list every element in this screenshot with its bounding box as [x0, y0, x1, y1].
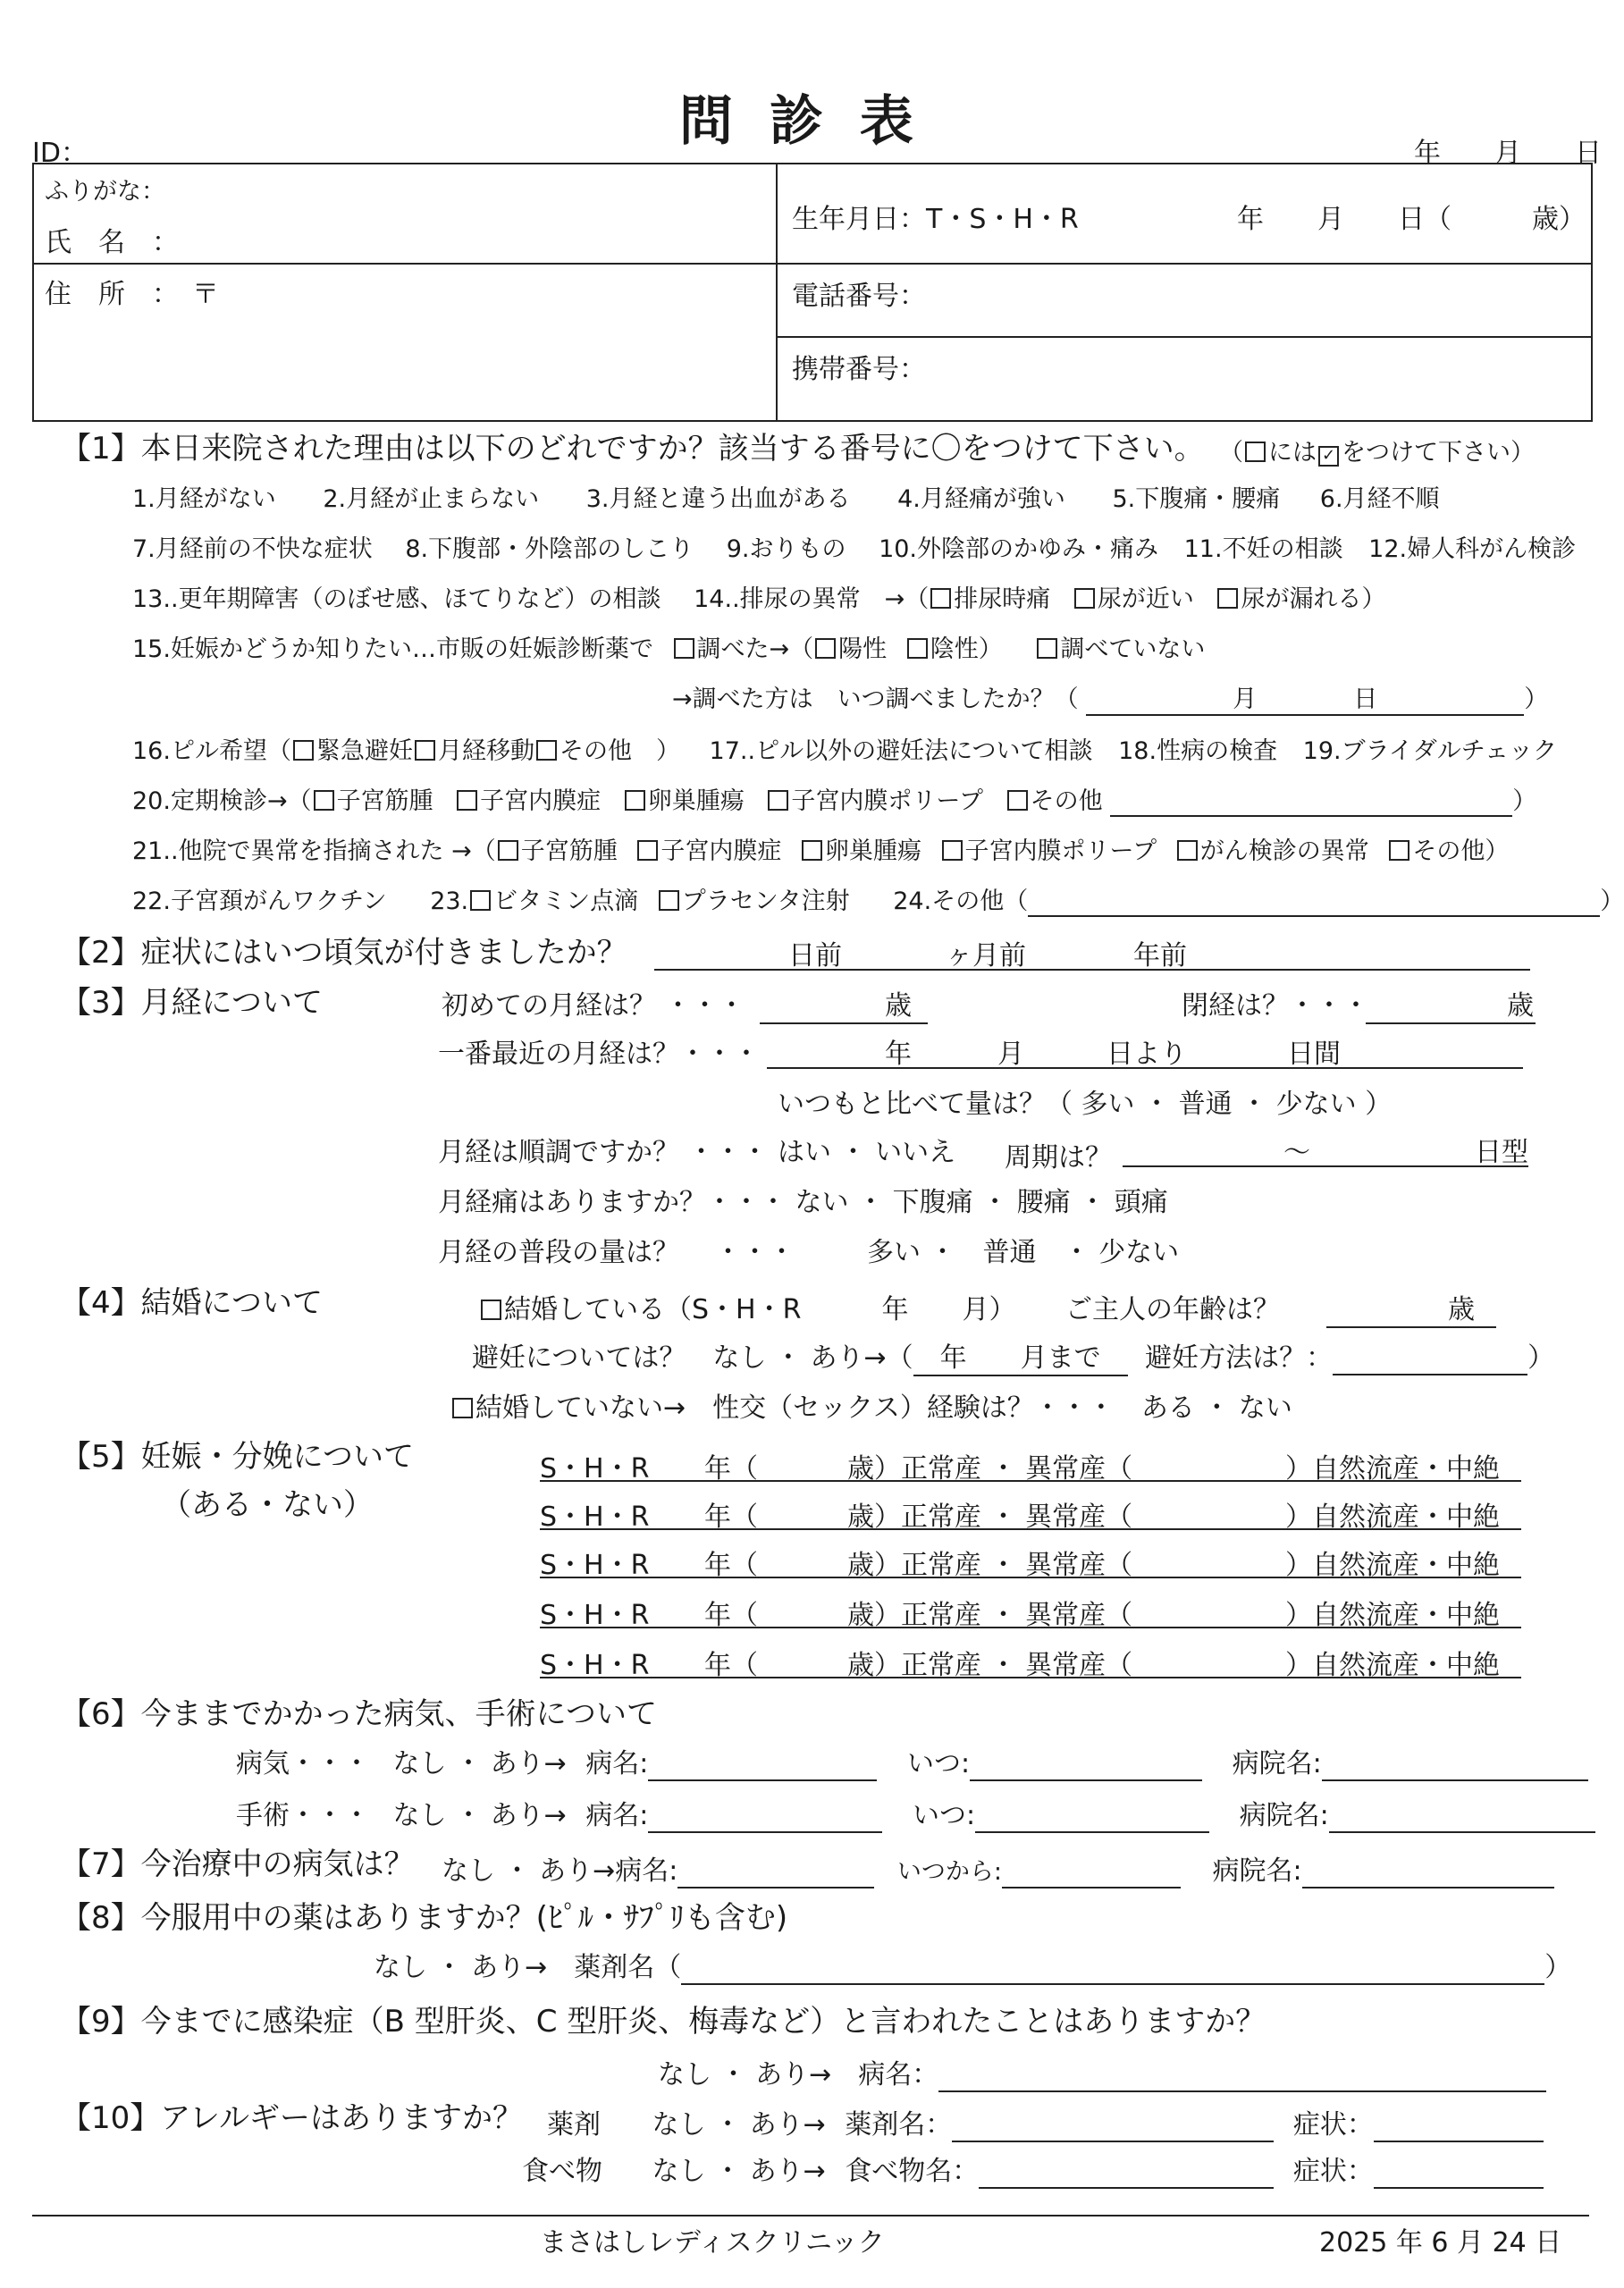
- q9-title: 【9】今までに感染症（B 型肝炎、C 型肝炎、梅毒など）と言われたことはありますか？: [61, 2004, 1266, 2040]
- q10-title: 【10】アレルギーはありますか？: [61, 2100, 524, 2136]
- date-label: 年 月 日: [1414, 138, 1602, 169]
- current-hospital-field[interactable]: [1302, 1855, 1554, 1888]
- checkbox-icon[interactable]: [930, 588, 951, 609]
- option-9[interactable]: 9.おりもの: [726, 535, 846, 563]
- option-1[interactable]: 1.月経がない: [132, 485, 276, 513]
- pregnancy-row-label: ）自然流産・中絶: [1285, 1453, 1500, 1485]
- husband-age-field[interactable]: 歳: [1326, 1287, 1496, 1328]
- other-field[interactable]: [1110, 787, 1512, 817]
- q2-title: 【2】症状にはいつ頃気が付きましたか？: [61, 935, 627, 971]
- surgery-name-field[interactable]: [648, 1800, 882, 1833]
- q3-regular-answer[interactable]: はい ・ いいえ: [778, 1137, 956, 1168]
- infection-name-field[interactable]: [938, 2059, 1546, 2092]
- surgery-when-field[interactable]: [975, 1800, 1209, 1833]
- checkbox-icon[interactable]: [907, 638, 928, 659]
- pregnancy-row-label: 歳）正常産 ・ 異常産（: [847, 1502, 1133, 1533]
- pregnancy-row-label: ）自然流産・中絶: [1285, 1600, 1500, 1631]
- q10-food-row: 食べ物 なし ・ あり→ 食べ物名： 症状：: [522, 2149, 1544, 2189]
- form-title: 問 診 表: [679, 90, 922, 153]
- medication-field[interactable]: [681, 1952, 1544, 1985]
- q1-line6: 16.ピル希望（ 緊急避妊 月経移動 その他 ） 17..ピル以外の避妊法について相談 18.性病の検査 19.ブライダルチェック: [132, 737, 1557, 765]
- q4-husband: ご主人の年齢は？: [1065, 1294, 1280, 1325]
- q1-line3: 13..更年期障害（のぼせ感、ほてりなど）の相談 14..排尿の異常 →（ 排尿時痛 尿が近い 尿が漏れる）: [132, 585, 1386, 613]
- pregnancy-row-label: S・H・R: [540, 1600, 650, 1631]
- first-age-field[interactable]: 歳: [760, 983, 928, 1024]
- pregnancy-row-label: 年（: [704, 1550, 758, 1581]
- q3-usual: 月経の普段の量は？ ・・・: [438, 1237, 795, 1268]
- illness-when-field[interactable]: [970, 1748, 1202, 1781]
- pregnancy-row-label: 歳）正常産 ・ 異常産（: [847, 1600, 1133, 1631]
- food-allergy-name-field[interactable]: [979, 2156, 1274, 2189]
- checkbox-icon[interactable]: [942, 840, 963, 861]
- checkbox-icon[interactable]: [802, 840, 822, 861]
- address-field[interactable]: 住 所 ： 〒: [45, 279, 219, 310]
- pregnancy-row[interactable]: [540, 1543, 1521, 1581]
- option-2[interactable]: 2.月経が止まらない: [323, 485, 540, 513]
- q4-title: 【4】結婚について: [61, 1285, 323, 1321]
- q4-unmarried: 結婚していない→ 性交（セックス）経験は？・・・ ある ・ ない: [450, 1385, 1292, 1425]
- checkbox-icon[interactable]: [415, 740, 435, 761]
- latest-period-field[interactable]: 年 月 日より 日間: [767, 1031, 1523, 1069]
- q1-title: 【1】本日来院された理由は以下のどれですか？該当する番号に〇をつけて下さい。: [61, 431, 1205, 467]
- q1-line8: 21..他院で異常を指摘された →（ 子宮筋腫 子宮内膜症 卵巣腫瘍 子宮内膜ポリープ がん検診の異常 その他）: [132, 837, 1510, 865]
- checkbox-icon[interactable]: [457, 790, 477, 811]
- q9-row: [658, 2052, 1546, 2092]
- q6-illness-row: 病気・・・ なし ・ あり→ 病名: いつ: 病院名:: [236, 1741, 1588, 1781]
- checkbox-icon[interactable]: [637, 840, 658, 861]
- option-6[interactable]: 6.月経不順: [1319, 485, 1440, 513]
- pregnancy-row[interactable]: [540, 1593, 1521, 1631]
- q3-first: 初めての月経は？ ・・・: [442, 990, 745, 1022]
- drug-allergy-answer[interactable]: なし ・ あり→: [652, 2109, 826, 2141]
- menopause-age-field[interactable]: 歳: [1366, 983, 1536, 1024]
- pregnancy-row-label: S・H・R: [540, 1453, 650, 1485]
- pregnancy-row-label: 歳）正常産 ・ 異常産（: [847, 1453, 1133, 1485]
- id-label: ID：: [32, 138, 88, 169]
- checkbox-icon[interactable]: [1074, 588, 1095, 609]
- name-field[interactable]: 氏 名 ：: [45, 227, 179, 258]
- test-date-field[interactable]: 月 日: [1086, 679, 1524, 716]
- infection-answer[interactable]: なし ・ あり→ 病名：: [658, 2059, 939, 2090]
- pregnancy-row[interactable]: [540, 1643, 1521, 1681]
- q2-answer-line[interactable]: 日前 ヶ月前 年前: [654, 933, 1530, 971]
- food-allergy-symptom-field[interactable]: [1374, 2156, 1544, 2189]
- q1-checkbox-note: （ には✓ をつけて下さい）: [1219, 433, 1535, 467]
- contra-until-field[interactable]: 年 月まで: [913, 1335, 1128, 1376]
- dob-tail: 年 月 日（ 歳）: [1237, 204, 1586, 235]
- checkbox-icon[interactable]: [481, 1300, 501, 1320]
- pregnancy-row-label: 年（: [704, 1650, 758, 1681]
- other-field[interactable]: [1028, 887, 1600, 917]
- form-date: 2025 年 6 月 24 日: [1319, 2227, 1562, 2259]
- current-illness-answer[interactable]: なし ・ あり→病名:: [442, 1855, 678, 1887]
- pregnancy-row-label: S・H・R: [540, 1550, 650, 1581]
- pregnancy-row-label: ）自然流産・中絶: [1285, 1502, 1500, 1533]
- q8-title: 【8】今服用中の薬はありますか？(ﾋﾟﾙ・ｻﾌﾟﾘも含む): [61, 1900, 788, 1936]
- q7-row: なし ・ あり→病名: いつから: 病院名:: [442, 1848, 1554, 1888]
- q1-line7: 20.定期検診→（ 子宮筋腫 子宮内膜症 卵巣腫瘍 子宮内膜ポリープ その他 ）: [132, 787, 1537, 815]
- option-13[interactable]: 13..更年期障害（のぼせ感、ほてりなど）の相談: [132, 585, 661, 613]
- checked-checkbox-icon: [1318, 446, 1339, 467]
- pregnancy-row[interactable]: [540, 1494, 1521, 1533]
- checkbox-icon[interactable]: [1177, 840, 1198, 861]
- phone-field[interactable]: 電話番号：: [792, 281, 926, 312]
- checkbox-icon[interactable]: [1217, 588, 1238, 609]
- option-4[interactable]: 4.月経痛が強い: [897, 485, 1065, 513]
- checkbox-icon[interactable]: [452, 1398, 473, 1418]
- q3-menopause: 閉経は？・・・: [1182, 990, 1369, 1022]
- dob-field[interactable]: 生年月日：T・S・H・R: [792, 204, 1079, 235]
- furigana-field[interactable]: ふりがな：: [45, 178, 165, 206]
- checkbox-icon[interactable]: [536, 740, 557, 761]
- option-14[interactable]: 14..排尿の異常 →（: [694, 585, 930, 613]
- cycle-field[interactable]: 〜 日型: [1123, 1130, 1528, 1167]
- pregnancy-row-label: 歳）正常産 ・ 異常産（: [847, 1650, 1133, 1681]
- q8-row: なし ・ あり→ 薬剤名（ ）: [374, 1952, 1572, 1983]
- checkbox-icon[interactable]: [314, 790, 334, 811]
- option-12[interactable]: 12.婦人科がん検診: [1368, 535, 1577, 563]
- medication-answer[interactable]: なし ・ あり→ 薬剤名（: [374, 1952, 682, 1983]
- q6-title: 【6】今ままでかかった病気、手術について: [61, 1696, 657, 1732]
- option-22[interactable]: 22.子宮頚がんワクチン: [132, 887, 387, 915]
- q5-sub: （ある・ない）: [161, 1487, 374, 1523]
- checkbox-icon[interactable]: [1389, 840, 1409, 861]
- illness-answer[interactable]: なし ・ あり→: [392, 1748, 567, 1779]
- box-row-line: [776, 336, 1591, 338]
- contra-method-field[interactable]: [1333, 1342, 1527, 1375]
- pregnancy-row-label: 年（: [704, 1453, 758, 1485]
- pregnancy-row-label: S・H・R: [540, 1502, 650, 1533]
- q4-married: 結婚している（S・H・R 年 月）: [479, 1287, 1015, 1326]
- q3-regular: 月経は順調ですか？ ・・・: [438, 1137, 769, 1168]
- surgery-answer[interactable]: なし ・ あり→: [392, 1800, 567, 1831]
- q1-line1: [132, 479, 1440, 514]
- q3-pain[interactable]: 月経痛はありますか？・・・ ない ・ 下腹痛 ・ 腰痛 ・ 頭痛: [438, 1187, 1168, 1218]
- illness-name-field[interactable]: [648, 1748, 877, 1781]
- food-allergy-answer[interactable]: なし ・ あり→: [652, 2156, 826, 2187]
- q3-latest: 一番最近の月経は？・・・: [438, 1039, 760, 1070]
- option-24[interactable]: 24.その他（: [893, 887, 1029, 915]
- option-7[interactable]: 7.月経前の不快な症状: [132, 535, 373, 563]
- checkbox-icon[interactable]: [659, 890, 679, 911]
- q10-drug-row: 薬剤 なし ・ あり→ 薬剤名： 症状：: [547, 2102, 1544, 2142]
- checkbox-icon[interactable]: [470, 890, 491, 911]
- pregnancy-row-label: 年（: [704, 1600, 758, 1631]
- current-illness-field[interactable]: [677, 1855, 874, 1888]
- q3-cycle: 周期は？: [1005, 1142, 1112, 1173]
- q1-line5: →調べた方は いつ調べましたか？（ 月 日 ）: [672, 679, 1548, 716]
- option-8[interactable]: 8.下腹部・外陰部のしこり: [405, 535, 694, 563]
- illness-hospital-field[interactable]: [1322, 1748, 1588, 1781]
- q1-line2: [132, 529, 1576, 564]
- option-19[interactable]: 19.ブライダルチェック: [1302, 737, 1557, 765]
- pregnancy-row-label: 年（: [704, 1502, 758, 1533]
- option-23[interactable]: 23.: [430, 887, 469, 915]
- current-since-field[interactable]: [1002, 1855, 1181, 1888]
- q3-amount-compare[interactable]: いつもと比べて量は？（ 多い ・ 普通 ・ 少ない ）: [778, 1089, 1393, 1120]
- drug-allergy-name-field[interactable]: [952, 2109, 1274, 2142]
- option-16[interactable]: 16.ピル希望（: [132, 737, 291, 765]
- checkbox-icon: [1245, 442, 1266, 462]
- footer-rule: [32, 2215, 1589, 2216]
- option-11[interactable]: 11.不妊の相談: [1183, 535, 1343, 563]
- option-21[interactable]: 21..他院で異常を指摘された →（: [132, 837, 496, 865]
- q3-usual-answer[interactable]: 多い ・ 普通 ・ 少ない: [867, 1237, 1180, 1268]
- option-15[interactable]: 15.妊娠かどうか知りたい…市販の妊娠診断薬で: [132, 635, 653, 663]
- option-17[interactable]: 17..ピル以外の避妊法について相談: [709, 737, 1093, 765]
- checkbox-icon[interactable]: [293, 740, 314, 761]
- clinic-name: まさはしレディスクリニック: [540, 2227, 885, 2259]
- q1-line4: 15.妊娠かどうか知りたい…市販の妊娠診断薬で 調べた→（ 陽性 陰性） 調べていない: [132, 635, 1206, 663]
- pregnancy-row-label: ）自然流産・中絶: [1285, 1550, 1500, 1581]
- q4-contra: 避妊については？ なし ・ あり→（ 年 月まで 避妊方法は？： ）: [472, 1335, 1554, 1376]
- checkbox-icon[interactable]: [768, 790, 788, 811]
- option-20[interactable]: 20.定期検診→（: [132, 787, 312, 815]
- pregnancy-row-label: ）自然流産・中絶: [1285, 1650, 1500, 1681]
- q7-title: 【7】今治療中の病気は？: [61, 1846, 415, 1882]
- checkbox-icon[interactable]: [1007, 790, 1028, 811]
- checkbox-icon[interactable]: [1037, 638, 1057, 659]
- option-10[interactable]: 10.外陰部のかゆみ・痛み: [879, 535, 1159, 563]
- checkbox-icon[interactable]: [498, 840, 518, 861]
- box-divider: [776, 163, 778, 420]
- drug-allergy-symptom-field[interactable]: [1374, 2109, 1544, 2142]
- q5-title: 【5】妊娠・分娩について: [61, 1439, 414, 1475]
- checkbox-icon[interactable]: [625, 790, 645, 811]
- checkbox-icon[interactable]: [674, 638, 694, 659]
- option-5[interactable]: 5.下腹痛・腰痛: [1112, 485, 1281, 513]
- option-3[interactable]: 3.月経と違う出血がある: [585, 485, 851, 513]
- q6-surgery-row: 手術・・・ なし ・ あり→ 病名: いつ: 病院名:: [236, 1793, 1595, 1833]
- box-row-line: [32, 263, 1591, 265]
- pregnancy-row-label: 歳）正常産 ・ 異常産（: [847, 1550, 1133, 1581]
- pregnancy-row[interactable]: [540, 1446, 1521, 1485]
- checkbox-icon[interactable]: [815, 638, 836, 659]
- pregnancy-row-label: S・H・R: [540, 1650, 650, 1681]
- mobile-field[interactable]: 携帯番号：: [792, 354, 926, 385]
- q1-line9: 22.子宮頚がんワクチン 23. ビタミン点滴 プラセンタ注射 24.その他（ ）: [132, 887, 1624, 915]
- surgery-hospital-field[interactable]: [1329, 1800, 1595, 1833]
- option-18[interactable]: 18.性病の検査: [1118, 737, 1278, 765]
- q3-title: 【3】月経について: [61, 985, 323, 1021]
